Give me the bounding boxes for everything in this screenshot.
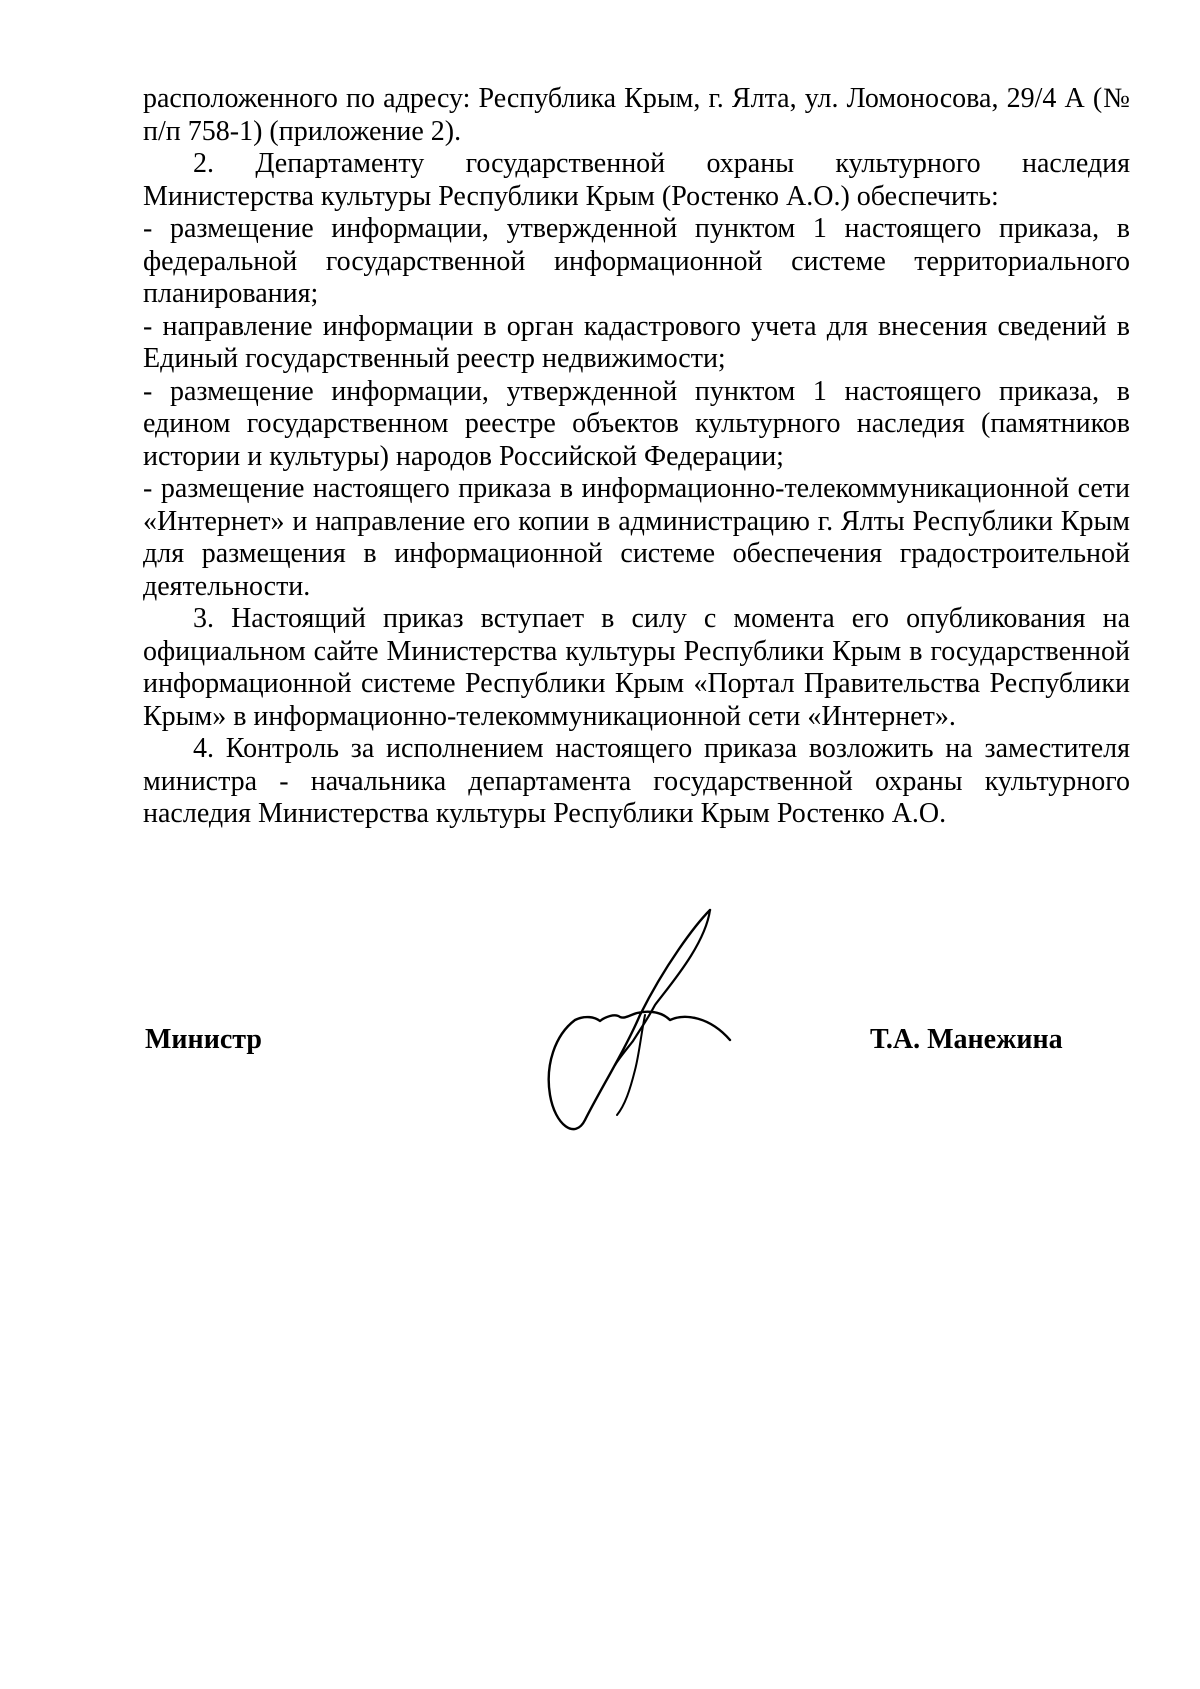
paragraph-bullet-fgis: - размещение информации, утвержденной пунктом 1 настоящего приказа, в федеральной государственной информационной системе территориального планирования; [143, 213, 1130, 309]
paragraph-item-2: 2. Департаменту государственной охраны культурного наследия Министерства культуры Республики Крым (Ростенко А.О.) обеспечить: [143, 148, 1130, 212]
paragraph-bullet-internet: - размещение настоящего приказа в информационно-телекоммуникационной сети «Интернет» и направление его копии в администрацию г. Ялты Республики Крым для размещения в информационной системе обеспечения градостроительной деятельности. [143, 473, 1130, 602]
signer-position: Министр [145, 1024, 262, 1055]
paragraph-bullet-cadastre: - направление информации в орган кадастрового учета для внесения сведений в Единый государственный реестр недвижимости; [143, 310, 1130, 374]
paragraph-item-3: 3. Настоящий приказ вступает в силу с момента его опубликования на официальном сайте Министерства культуры Республики Крым в государственной информационной системе Республики Крым «Портал Правительства Республики Крым» в информационно-телекоммуникационной сети «Интернет». [143, 603, 1130, 732]
paragraph-item-4: 4. Контроль за исполнением настоящего приказа возложить на заместителя министра - начальника департамента государственной охраны культурного наследия Министерства культуры Республики Крым Ростенко А.О. [143, 733, 1130, 829]
document-body [143, 83, 1130, 831]
signer-name: Т.А. Манежина [870, 1024, 1063, 1055]
paragraph-address-continuation: расположенного по адресу: Республика Крым, г. Ялта, ул. Ломоносова, 29/4 А (№ п/п 758-1) (приложение 2). [143, 83, 1130, 147]
handwritten-signature [545, 905, 745, 1135]
paragraph-bullet-registry: - размещение информации, утвержденной пунктом 1 настоящего приказа, в едином государственном реестре объектов культурного наследия (памятников истории и культуры) народов Российской Федерации; [143, 375, 1130, 472]
